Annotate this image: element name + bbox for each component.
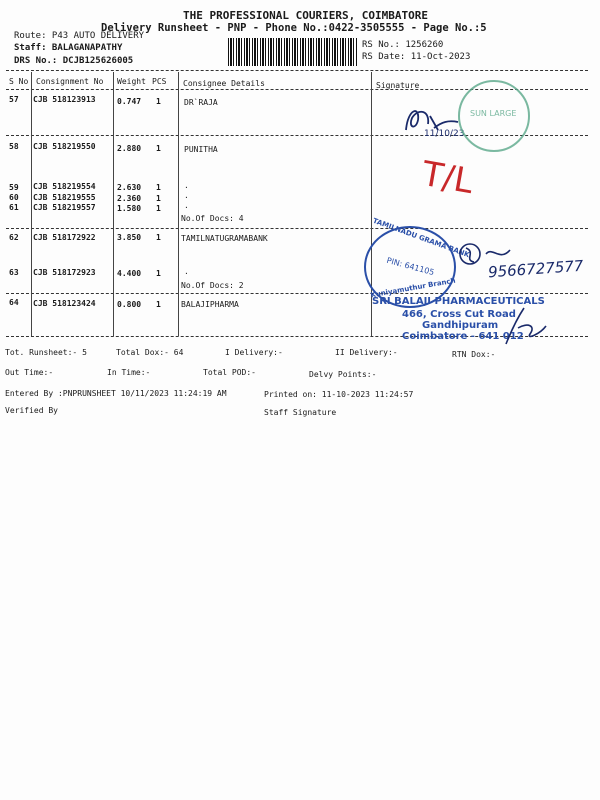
staff-signature: Staff Signature	[264, 408, 337, 417]
runsheet-title: Delivery Runsheet - PNP - Phone No.:0422-3505555 - Page No.:5	[101, 22, 487, 34]
pharma-stamp-city: Coimbatore - 641 012	[402, 331, 524, 342]
row-pcs: 1	[156, 269, 161, 278]
pharma-stamp-address: 466, Cross Cut Road	[402, 309, 516, 320]
col-divider	[31, 72, 32, 336]
tot-runsheet: Tot. Runsheet:- 5	[5, 348, 87, 357]
company-name: THE PROFESSIONAL COURIERS, COIMBATORE	[183, 9, 429, 22]
docs-count: No.Of Docs: 2	[181, 281, 244, 290]
row-sno: 60	[9, 193, 19, 202]
handwritten-tl: T/L	[418, 153, 477, 203]
verified-by: Verified By	[5, 406, 58, 415]
row-pcs: 1	[156, 194, 161, 203]
table-top-rule	[6, 70, 588, 71]
row-pcs: 1	[156, 300, 161, 309]
svg-text:11/10/23: 11/10/23	[424, 129, 465, 139]
row-weight: 2.880	[117, 144, 142, 153]
row-sno: 64	[9, 298, 19, 307]
row-weight: 0.800	[117, 300, 142, 309]
row-pcs: 1	[156, 233, 161, 242]
docs-count: No.Of Docs: 4	[181, 214, 244, 223]
row-pcs: 1	[156, 204, 161, 213]
row-consignment: CJB 518219557	[33, 203, 96, 212]
row-sno: 59	[9, 183, 19, 192]
rtn-dox: RTN Dox:-	[452, 350, 496, 359]
row-consignment: CJB 518123913	[33, 95, 96, 104]
rs-number: RS No.: 1256260	[362, 40, 444, 50]
in-time: In Time:-	[107, 368, 151, 377]
row-consignee: DR`RAJA	[184, 98, 218, 107]
col-divider	[178, 72, 179, 336]
row-consignment: CJB 518172923	[33, 268, 96, 277]
row-sno: 63	[9, 268, 19, 277]
col-header-signature: Signature	[376, 81, 420, 90]
row-consignee: .	[184, 267, 189, 276]
row-sno: 58	[9, 142, 19, 151]
row-sno: 57	[9, 95, 19, 104]
drs-number: DRS No.: DCJB125626005	[14, 56, 134, 66]
row-consignee: TAMILNATUGRAMABANK	[181, 234, 268, 243]
row-weight: 2.630	[117, 183, 142, 192]
bank-stamp-pin: PIN: 641105	[385, 255, 436, 278]
barcode	[228, 38, 358, 66]
row-pcs: 1	[156, 183, 161, 192]
row-consignee: .	[184, 191, 189, 200]
col-divider	[113, 72, 114, 336]
row-rule	[6, 293, 588, 294]
rs-date: RS Date: 11-Oct-2023	[362, 52, 471, 62]
row-weight: 0.747	[117, 97, 142, 106]
pharma-stamp-name: SRI BALAJI PHARMACEUTICALS	[372, 296, 545, 307]
row-consignment: CJB 518219555	[33, 193, 96, 202]
row-consignment: CJB 518219550	[33, 142, 96, 151]
delvy-points: Delvy Points:-	[309, 370, 377, 379]
i-delivery: I Delivery:-	[225, 348, 283, 357]
col-header-pcs: PCS	[152, 77, 167, 86]
row-rule	[6, 228, 588, 229]
pharma-stamp-area: Gandhipuram	[422, 320, 499, 331]
row-consignment: CJB 518172922	[33, 233, 96, 242]
row-consignee: .	[184, 181, 189, 190]
green-stamp-text: SUN LARGE	[470, 109, 517, 118]
row-pcs: 1	[156, 97, 161, 106]
staff-label: Staff: BALAGANAPATHY	[14, 43, 123, 53]
row-pcs: 1	[156, 144, 161, 153]
out-time: Out Time:-	[5, 368, 54, 377]
row-weight: 1.580	[117, 204, 142, 213]
row-weight: 4.400	[117, 269, 142, 278]
signature-mark	[500, 304, 550, 350]
row-consignee: PUNITHA	[184, 145, 218, 154]
handwritten-phone: 9566727577	[487, 256, 584, 282]
route-label: Route: P43 AUTO DELIVERY	[14, 31, 145, 41]
row-sno: 61	[9, 203, 19, 212]
total-pod: Total POD:-	[203, 368, 256, 377]
col-header-sno: S No	[9, 77, 29, 86]
bank-stamp-branch: Kuniyamuthur Branch	[369, 276, 457, 300]
row-weight: 3.850	[117, 233, 142, 242]
ii-delivery: II Delivery:-	[335, 348, 398, 357]
col-header-consignee: Consignee Details	[183, 79, 265, 88]
bank-stamp-name: TAMILNADU GRAMA BANK	[371, 216, 471, 260]
row-consignee: BALAJIPHARMA	[181, 300, 239, 309]
row-consignment: CJB 518219554	[33, 182, 96, 191]
row-weight: 2.360	[117, 194, 142, 203]
entered-by: Entered By :PNPRUNSHEET 10/11/2023 11:24:19 AM	[5, 389, 227, 398]
col-header-consignment: Consignment No	[36, 77, 104, 86]
printed-on: Printed on: 11-10-2023 11:24:57	[264, 390, 414, 399]
total-dox: Total Dox:- 64	[116, 348, 184, 357]
row-consignee: .	[184, 201, 189, 210]
row-consignment: CJB 518123424	[33, 299, 96, 308]
col-header-weight: Weight	[117, 77, 146, 86]
green-stamp	[458, 80, 530, 152]
row-sno: 62	[9, 233, 19, 242]
